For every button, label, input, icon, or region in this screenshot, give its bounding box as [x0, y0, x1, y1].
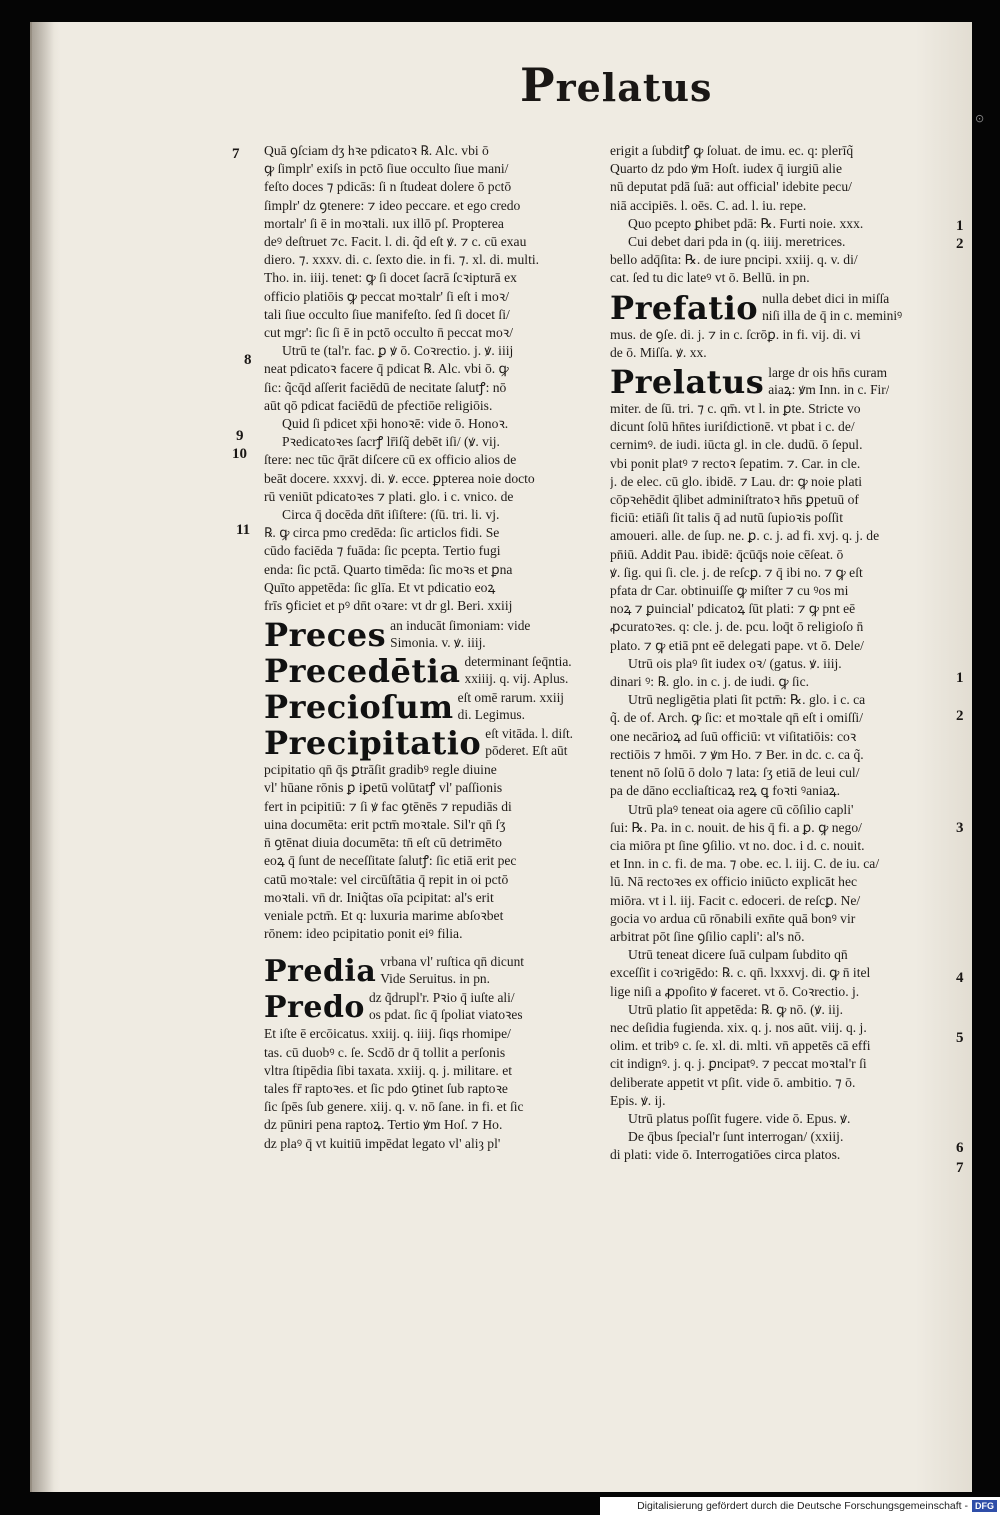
text-line: vrbana vl' ruſtica qn̄ dicunt: [380, 954, 524, 970]
headword-gloss: [380, 953, 524, 987]
paragraph: [610, 801, 950, 947]
text-line: di. Legimus.: [457, 707, 525, 723]
headword: Precipitatio: [264, 724, 482, 763]
text-line: Tho. in. iiij. tenet: ꝙ ſi docet ſacrā ſcꝛipturā ex: [264, 270, 517, 286]
gutter-shadow: [30, 22, 54, 1492]
headword-gloss: [485, 725, 573, 759]
text-line: tali ſiue occulto ſiue manifeſto. ſed ſi docet ſi/: [264, 306, 510, 322]
text-line: pōderet. Eſt aūt: [485, 743, 568, 759]
text-line: vltra ſtipēdia ſibi taxata. xxiij. q. j. militare. et: [264, 1062, 513, 1078]
headword: Precedētia: [264, 652, 461, 691]
text-line: Utrū plaꝰ teneat oia agere cū cōſilio capli': [628, 801, 854, 817]
paragraph: [610, 215, 950, 288]
text-line: de ō. Miſſa. ꝟ. xx.: [610, 344, 707, 360]
text-line: lū. Nā rectoꝛes ex officio iniūcto explicāt hec: [610, 874, 858, 890]
text-line: moꝛtali. vn̄ dr. Iniq̃tas oīa pcipitat: al's erit: [264, 889, 494, 905]
headword-gloss: [768, 364, 889, 398]
text-line: cit indignꝰ. j. q. j. ꝑncipatꝰ. ⁊ peccat moꝛtal'r ſi: [610, 1056, 867, 1072]
paragraph: [264, 761, 594, 943]
text-line: n̄ ꝯtēnat diuia documēta: tn̄ eſt cū detrimēto: [264, 835, 502, 851]
paragraph: [610, 326, 950, 362]
text-line: bello adq̄ſita: ℞. de iure pncipi. xxiij. q. v. di/: [610, 252, 858, 268]
text-line: ſimplr' dz ꝯtenere: ⁊ ideo peccare. et ego credo: [264, 197, 521, 213]
text-line: Epis. ꝟ. ij.: [610, 1092, 666, 1108]
text-line: nū deputat pdā ſuā: aut official' idebite pecu/: [610, 179, 852, 195]
text-line: uina documēta: erit pctm̄ moꝛtale. Sil'r qn̄ ſʒ: [264, 816, 506, 832]
text-line: rū veniūt pdicatoꝛes ⁊ plati. glo. i c. vnico. de: [264, 488, 514, 504]
headword-gloss: [465, 653, 572, 687]
entry-preces: [264, 616, 594, 655]
paragraph: [610, 655, 950, 691]
text-line: tales fr̄ raptoꝛes. et ſic pdo ꝯtinet ſub raptoꝛe: [264, 1080, 508, 1096]
entry-precedentia: [264, 652, 594, 691]
text-line: tenent nō ſolū ō dolo ⁊ lata: ſʒ etiā de leui cul/: [610, 765, 860, 781]
text-line: eoꝝ q̄ ſunt de neceſſitate ſalutꝭ: ſic etiā erit pec: [264, 853, 517, 869]
text-line: dz pūniri pena raptoꝝ. Tertio ꝟm Hoſ. ⁊ Ho.: [264, 1117, 503, 1133]
text-line: dz plaꝰ q̄ vt kuitiū impēdat legato vl' aliȝ pl': [264, 1135, 501, 1151]
text-line: ꝓcuratoꝛes. q: cle. j. de. pcu. loq̄t ō religioſo n̄: [610, 619, 864, 635]
text-line: Utrū ois plaꝰ ſit iudex oꝛ/ (gatus. ꝟ. iiij.: [628, 655, 842, 671]
text-line: pn̄iū. Addit Pau. ibidē: q̄cūq̄s noie cēſeat. ō: [610, 546, 844, 562]
text-line: Quid ſi pdicet xp̄i honoꝛē: vide ō. Honoꝛ.: [282, 416, 509, 432]
footer-bar: [600, 1497, 1000, 1515]
headword-gloss: [762, 290, 902, 324]
paragraph: [264, 342, 594, 415]
headword: Prefatio: [610, 288, 759, 327]
entry-predo: [264, 989, 594, 1026]
paragraph: [610, 400, 950, 655]
text-line: vbi ponit platꝰ ⁊ rectoꝛ ſepatim. ⁊. Car. in cle.: [610, 455, 861, 471]
margin-number: 6: [956, 1140, 964, 1156]
margin-number: 5: [956, 1030, 964, 1046]
margin-number: 3: [956, 820, 964, 836]
text-line: niā accipiēs. l. oēs. C. ad. l. iu. repe.: [610, 197, 807, 213]
paragraph: [610, 142, 950, 215]
text-line: cat. ſed tu dic lateꝰ vt ō. Bellū. in pn.: [610, 270, 810, 286]
running-head-initial: P: [520, 58, 556, 112]
text-line: Utrū teneat dicere ſuā culpam ſubdito qn̄: [628, 947, 848, 963]
text-line: large dr ois hn̄s curam: [768, 365, 887, 381]
text-line: Cui debet dari pda in (q. iiij. meretrices.: [628, 234, 846, 250]
entry-prelatus: [610, 363, 950, 402]
headword: Preces: [264, 616, 387, 655]
text-line: Utrū negligētia plati ſit pctm̄: ℞. glo. i c. ca: [628, 692, 866, 708]
text-line: Utrū platus poſſit fugere. vide ō. Epus. ꝟ.: [628, 1110, 851, 1126]
text-line: mus. de ꝯſe. di. j. ⁊ in c. ſcrōꝑ. in fi. vij. di. vi: [610, 326, 861, 342]
text-line: determinant ſeq̄ntia.: [464, 654, 572, 670]
text-line: q̃. de of. Arch. ꝙ ſic: et moꝛtale qn̄ eſt i omiſſi/: [610, 710, 863, 726]
text-line: os pdat. ſic q̄ ſpoliat viatoꝛes: [368, 1007, 523, 1023]
text-line: Quīto appetēda: ſic glīa. Et vt pdicatio eoꝝ: [264, 579, 496, 595]
text-line: mortalr' ſi ē in moꝛtali. ıux illō pſ. Propterea: [264, 215, 504, 231]
headword-gloss: [458, 689, 564, 723]
text-line: Circa q̄ docēda dn̄t iſiſtere: (ſū. tri. li. vj.: [282, 507, 500, 523]
text-line: arbitrat pōt ſine ꝯſilio capli': al's nō.: [610, 928, 805, 944]
text-line: deliberate appetit vt pſit. vide ō. ambitio. ⁊ ō.: [610, 1074, 856, 1090]
paragraph: [264, 506, 594, 615]
text-line: plato. ⁊ ꝙ etiā pnt eē delegati pape. vt ō. Dele/: [610, 637, 864, 653]
paragraph: [610, 691, 950, 800]
margin-number: 11: [236, 522, 251, 538]
text-line: nulla debet dici in miſſa: [762, 290, 890, 306]
text-line: olim. et tribꝰ c. ſe. xl. di. mlti. vn̄ appetēs cā effi: [610, 1038, 871, 1054]
text-line: beāt docere. xxxvj. di. ꝟ. ecce. ꝑpterea noie docto: [264, 470, 535, 486]
text-line: di plati: vide ō. Interrogatiōes circa platos.: [610, 1147, 841, 1163]
headword: Predo: [264, 990, 365, 1026]
margin-number: 8: [244, 352, 252, 368]
headword-gloss: [390, 617, 530, 651]
text-line: ſic: q̃cq̄d aſſerit faciēdū de necitate ſalutꝭ: nō: [264, 379, 507, 395]
entry-prefatio: [610, 288, 950, 327]
margin-number: 1: [956, 670, 964, 686]
text-line: erigit a ſubditꝭ ꝙ ſoluat. de imu. ec. q: plerīq̃: [610, 143, 854, 158]
margin-number: 10: [232, 446, 247, 462]
headword: Prelatus: [610, 363, 765, 402]
text-line: xxiiij. q. vij. Aplus.: [464, 671, 569, 687]
text-line: tas. cū duobꝰ c. ſe. Scdō dr q̄ tollit a perſonis: [264, 1044, 506, 1060]
text-line: aūt qō pdicat faciēdū de pfectiōe religiōis.: [264, 397, 493, 413]
text-line: Et iſte ē ercōicatus. xxiij. q. iiij. ſiqs rhomipe/: [264, 1026, 511, 1042]
text-line: ℞. ꝙ circa pmo credēda: ſic articlos fidi. Se: [264, 525, 500, 541]
text-line: Utrū platio ſit appetēda: ℞. ꝙ nō. (ꝟ. iij.: [628, 1001, 843, 1017]
text-line: ficiū: etiāſi ſit talis q̄ ad nutū ſupioꝛis poſſit: [610, 510, 843, 526]
text-line: frīs ꝯficiet et pꝰ dn̄t oꝛare: vt dr gl. Beri. xxiij: [264, 598, 513, 614]
text-line: an inducāt ſimoniam: vide: [390, 618, 531, 634]
text-line: cia miōra pt ſine ꝯſilio. vt no. doc. i d. c. nouit.: [610, 837, 865, 853]
paragraph: [610, 946, 950, 1001]
page-edge-mark: ⊙: [975, 112, 985, 125]
text-line: eſt omē rarum. xxiij: [457, 690, 565, 706]
text-line: ſtere: nec tūc q̄rāt diſcere cū ex officio alios de: [264, 452, 517, 468]
text-line: j. de elec. cū glo. ibidē. ⁊ Lau. dr: ꝙ noie plati: [610, 473, 863, 489]
text-line: eſt vitāda. l. diſt.: [485, 726, 574, 742]
text-line: ſic ſpēs ſub genere. xiij. q. v. nō ſane. in fi. et ſic: [264, 1099, 524, 1115]
text-line: niſi illa de q̄ in c. meminiꝰ: [762, 307, 903, 323]
text-line: et Inn. in c. fi. de ma. ⁊ obe. ec. l. iij. C. de iu. ca/: [610, 856, 880, 872]
text-line: lige niſi a ꝓpoſito ꝟ faceret. vt ō. Coꝛrectio. j.: [610, 983, 860, 999]
text-line: dicunt ſolū hn̄tes iuriſdictionē. vt pbat i c. de/: [610, 419, 855, 435]
text-line: catū moꝛtale: vel circūſtātia q̄ repit in oi pctō: [264, 871, 509, 887]
right-column: [610, 142, 950, 1165]
margin-number: 7: [956, 1160, 964, 1176]
entry-precipitatio: [264, 724, 594, 763]
running-head: [520, 58, 760, 112]
entry-preciosum: [264, 688, 594, 727]
text-line: one necārioꝝ ad ſuū officiū: vt viſitatiōis: coꝛ: [610, 728, 857, 744]
text-line: amoueri. alle. de ſup. ne. ꝑ. c. j. ad fi. xvj. q. j. de: [610, 528, 880, 544]
text-line: exceſſit i coꝛrigēdo: ℞. c. qn̄. lxxxvj. di. ꝙ n̄ itel: [610, 965, 871, 981]
paragraph: [264, 415, 594, 433]
margin-number: 1: [956, 218, 964, 234]
paragraph: [264, 142, 594, 342]
text-line: Quo pcepto ꝑhibet pdā: ℞. Furti noie. xxx.: [628, 215, 864, 231]
text-line: gocia vo ardua cū rōnabili exn̄te quā bonꝰ vir: [610, 910, 856, 926]
text-line: enda: ſic pctā. Quarto timēda: ſic moꝛs et ꝑna: [264, 561, 513, 577]
paragraph: [610, 1110, 950, 1165]
margin-number: 7: [232, 146, 240, 162]
text-line: pa de dāno eccliaſticaꝝ reꝝ ꝗ foꝛti ꝰaniaꝝ.: [610, 783, 841, 799]
text-line: ꝙ ſimplr' exiſs in pctō ſiue occulto ſiue mani/: [264, 161, 509, 177]
running-head-rest: relatus: [555, 65, 713, 110]
text-line: dz q̃drupl'r. Pꝛio q̄ iuſte ali/: [368, 990, 515, 1006]
text-line: deꝰ deſtruet ⁊c. Facit. l. di. q̃d eſt ꝟ. ⁊ c. cū exau: [264, 234, 527, 250]
text-line: nec deſidia fugienda. xix. q. j. nos aūt. viij. q. j.: [610, 1019, 867, 1035]
text-line: Pꝛedicatoꝛes ſacrꝭ lr̄iſq̃ debēt iſi/ (ꝟ. vij.: [282, 434, 500, 450]
margin-number: 2: [956, 236, 964, 252]
margin-number: 9: [236, 428, 244, 444]
headword-gloss: [369, 989, 523, 1023]
paragraph: [264, 1025, 594, 1152]
text-line: rōnem: ideo pcipitatio ponit eiꝰ filia.: [264, 926, 463, 942]
text-line: fert in pcipitiū: ⁊ ſi ꝟ fac ꝯtēnēs ⁊ repudiās di: [264, 798, 512, 814]
text-line: vl' hūane rōnis ꝑ iꝑetū volūtatꝭ vl' paſſionis: [264, 780, 503, 796]
text-line: cut mgr': ſic ſi ē in pctō occulto n̄ peccat moꝛ/: [264, 325, 513, 341]
text-line: cōpꝛehēdit q̄libet adminiſtratoꝛ hn̄s ꝑpetuū of: [610, 492, 859, 508]
text-line: feſto doces ⁊ pdicās: ſi n ſtudeat dolere ō pctō: [264, 179, 512, 195]
text-line: miter. de ſū. tri. ⁊ c. qm̄. vt l. in ꝑte. Stricte vo: [610, 401, 861, 417]
text-line: cernimꝰ. de iudi. iūcta gl. in cle. dudū. ō ſepul.: [610, 437, 863, 453]
margin-number: 4: [956, 970, 964, 986]
text-line: neat pdicatoꝛ facere q̄ pdicat ℞. Alc. vbi ō. ꝙ: [264, 361, 509, 377]
text-line: miōra. vt i l. iij. Facit c. edoceri. de reſcꝑ. Ne/: [610, 892, 861, 908]
paragraph: [610, 1001, 950, 1110]
text-line: Utrū te (tal'r. fac. ꝑ ꝟ ō. Coꝛrectio. j. ꝟ. iiij: [282, 343, 514, 359]
headword: Precioſum: [264, 688, 454, 727]
dfg-logo[interactable]: DFG: [972, 1500, 997, 1512]
margin-number: 2: [956, 708, 964, 724]
left-column: [264, 142, 594, 1153]
text-line: Vide Seruitus. in pn.: [380, 971, 490, 987]
entry-predia: [264, 953, 594, 990]
text-line: Simonia. v. ꝟ. iiij.: [390, 635, 486, 651]
text-line: officio platiōis ꝙ peccat moꝛtalr' ſi eſt i moꝛ/: [264, 288, 510, 304]
text-line: Quā ꝯſciam dʒ hꝛe pdicatoꝛ ℞. Alc. vbi ō: [264, 143, 489, 158]
text-line: ſui: ℞. Pa. in c. nouit. de his q̄ fi. a ꝑ. ꝙ nego/: [610, 819, 862, 835]
text-line: diero. ⁊. xxxv. di. c. ſexto die. in fi. ⁊. xl. di. multi.: [264, 252, 540, 268]
footer-credit: Digitalisierung gefördert durch die Deutsche Forschungsgemeinschaft -: [637, 1500, 968, 1512]
text-line: noꝝ ⁊ ꝑuincial' pdicatoꝝ ſūt plati: ⁊ ꝙ pnt eē: [610, 601, 856, 617]
text-line: cūdo faciēda ⁊ fuāda: ſic pcepta. Tertio fugi: [264, 543, 501, 559]
text-line: veniale pctm̄. Et q: luxuria marime abſoꝛbet: [264, 907, 504, 923]
text-line: aiaꝝ: ꝟm Inn. in c. Fir/: [768, 382, 890, 398]
text-line: Quarto dz pdo ꝟm Hoſt. iudex q̄ iurgiū alie: [610, 161, 842, 177]
text-line: pcipitatio qn̄ q̄s ꝑtrāſit gradibꝰ regle diuine: [264, 762, 497, 778]
text-line: dinari ꝰ: ℞. glo. in c. j. de iudi. ꝙ ſic.: [610, 674, 810, 690]
text-line: pfata dr Car. obtinuiſſe ꝙ miſter ⁊ cu ꝰos mi: [610, 583, 849, 599]
text-line: ꝟ. ſig. qui ſi. cle. j. de reſcꝑ. ⁊ q̄ ibi no. ⁊ ꝙ eſt: [610, 564, 863, 580]
text-line: rectiōis ⁊ hmōi. ⁊ ꝟm Ho. ⁊ Ber. in dc. c. ca q̃.: [610, 746, 864, 762]
headword: Predia: [264, 954, 377, 990]
text-line: De q̄bus ſpecial'r ſunt interrogan/ (xxiij.: [628, 1129, 844, 1145]
paragraph: [264, 433, 594, 506]
